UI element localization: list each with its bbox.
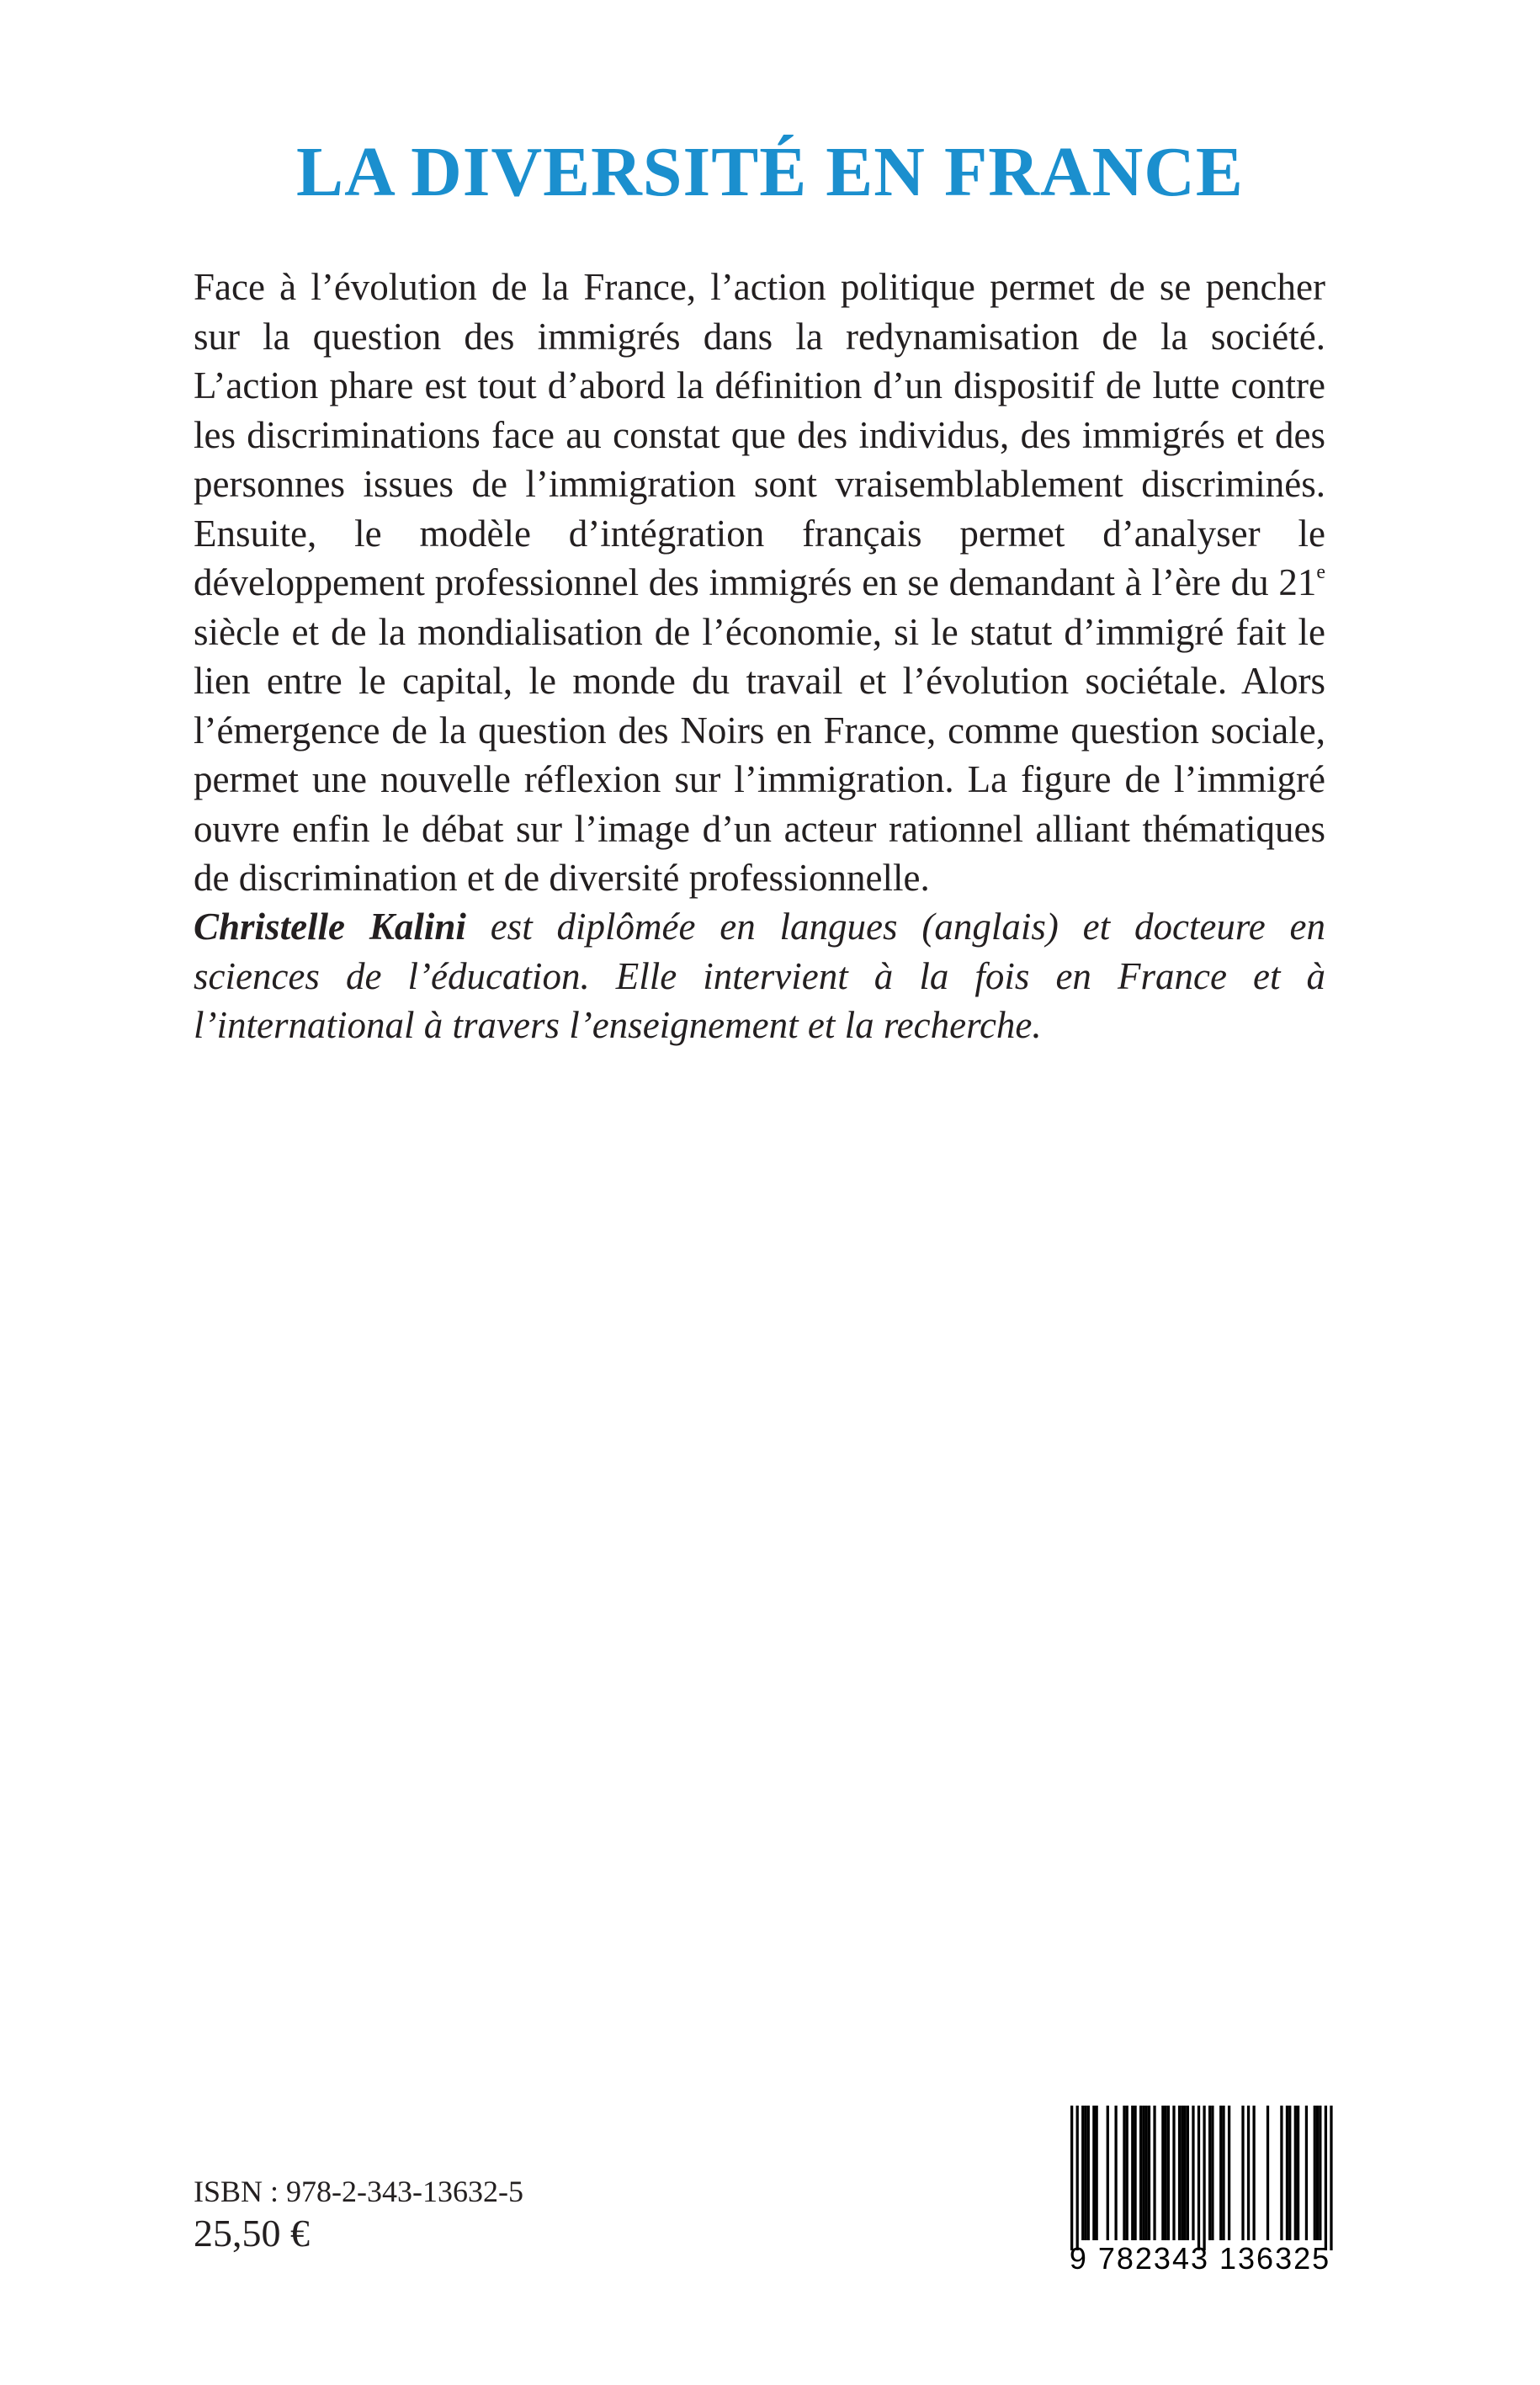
barcode-digits: 9 782343 136325	[1069, 2241, 1331, 2276]
barcode-bar	[1081, 2106, 1084, 2240]
barcode-bar	[1123, 2106, 1125, 2240]
barcode-bar	[1087, 2106, 1090, 2240]
barcode-bar	[1197, 2106, 1200, 2250]
barcode-bar	[1139, 2106, 1142, 2240]
barcode-bar	[1228, 2106, 1230, 2240]
barcode-bar	[1247, 2106, 1250, 2240]
author-bio-text: est diplômée en langues (anglais) et docteure en sciences de l’éducation. Elle intervient à la fois en France et à l’international à travers l’enseignement et la recherche.	[194, 906, 1325, 1046]
summary-text-2: siècle et de la mondialisation de l’économie, si le statut d’immigré fait le lien entre le capital, le monde du travail et l’évolution sociétale. Alors l’émergence de la question des Noirs en France, comme question sociale, permet une nouvelle réflexion sur l’immigration. La figure de l’immigré ouvre enfin le débat sur l’image d’un acteur rationnel alliant thématiques de discrimination et de diversité professionnelle.	[194, 610, 1325, 899]
barcode-bar	[1092, 2106, 1095, 2240]
barcode-icon	[1057, 2101, 1343, 2281]
barcode-bar	[1172, 2106, 1175, 2240]
barcode-bar	[1297, 2106, 1299, 2240]
barcode-bar	[1187, 2106, 1189, 2240]
isbn-label: ISBN : 978-2-343-13632-5	[194, 2175, 523, 2208]
barcode-bar	[1203, 2106, 1205, 2250]
barcode-bar	[1153, 2106, 1155, 2240]
barcode-bar	[1148, 2106, 1150, 2240]
barcode-bar	[1294, 2106, 1297, 2240]
barcode-bar	[1252, 2106, 1255, 2240]
barcode-bar	[1161, 2106, 1164, 2240]
barcode-bar	[1145, 2106, 1148, 2240]
barcode-bar	[1107, 2106, 1109, 2240]
barcode-bar	[1165, 2106, 1167, 2240]
barcode-bar	[1167, 2106, 1170, 2240]
barcode-bar	[1222, 2106, 1224, 2240]
barcode-bar	[1114, 2106, 1117, 2240]
barcode-bar	[1096, 2106, 1098, 2240]
barcode-bar	[1288, 2106, 1291, 2240]
author-name: Christelle Kalini	[194, 906, 466, 948]
barcode-bar	[1325, 2106, 1327, 2250]
price-label: 25,50 €	[194, 2212, 310, 2255]
barcode-bar	[1305, 2106, 1308, 2240]
author-bio	[194, 902, 1325, 1050]
barcode-bar	[1330, 2106, 1332, 2250]
barcode-bar	[1142, 2106, 1144, 2240]
barcode-bar	[1181, 2106, 1183, 2240]
barcode-bar	[1131, 2106, 1134, 2240]
book-title: LA DIVERSITÉ EN FRANCE	[296, 133, 1244, 211]
summary-text-1: Face à l’évolution de la France, l’action politique permet de se pencher sur la question des immigrés dans la redynamisation de la société. L’action phare est tout d’abord la définition d’un dispositif de lutte contre les discriminations face au constat que des individus, des immigrés et des personnes issues de l’immigration sont vraisemblablement discriminés. Ensuite, le modèle d’intégration français permet d’analyser le développement professionnel des immigrés en se demandant à l’ère du 21	[194, 266, 1325, 603]
barcode-bar	[1208, 2106, 1211, 2240]
barcode-bar	[1319, 2106, 1321, 2240]
barcode-bar	[1070, 2106, 1073, 2250]
barcode-bar	[1192, 2106, 1194, 2240]
barcode-bar	[1076, 2106, 1079, 2250]
barcode-bar	[1178, 2106, 1181, 2240]
barcode-bar	[1126, 2106, 1128, 2240]
barcode-bar	[1314, 2106, 1316, 2240]
book-summary	[194, 263, 1325, 903]
barcode-bar	[1134, 2106, 1136, 2240]
barcode-bar	[1286, 2106, 1288, 2240]
barcode-bar	[1316, 2106, 1319, 2240]
barcode-bar	[1183, 2106, 1186, 2240]
barcode-bar	[1084, 2106, 1086, 2240]
barcode-bar	[1241, 2106, 1244, 2240]
barcode-bar	[1211, 2106, 1213, 2240]
barcode-bar	[1280, 2106, 1282, 2240]
century-superscript: e	[1316, 561, 1325, 583]
barcode-bar	[1219, 2106, 1222, 2240]
barcode-bar	[1267, 2106, 1269, 2240]
